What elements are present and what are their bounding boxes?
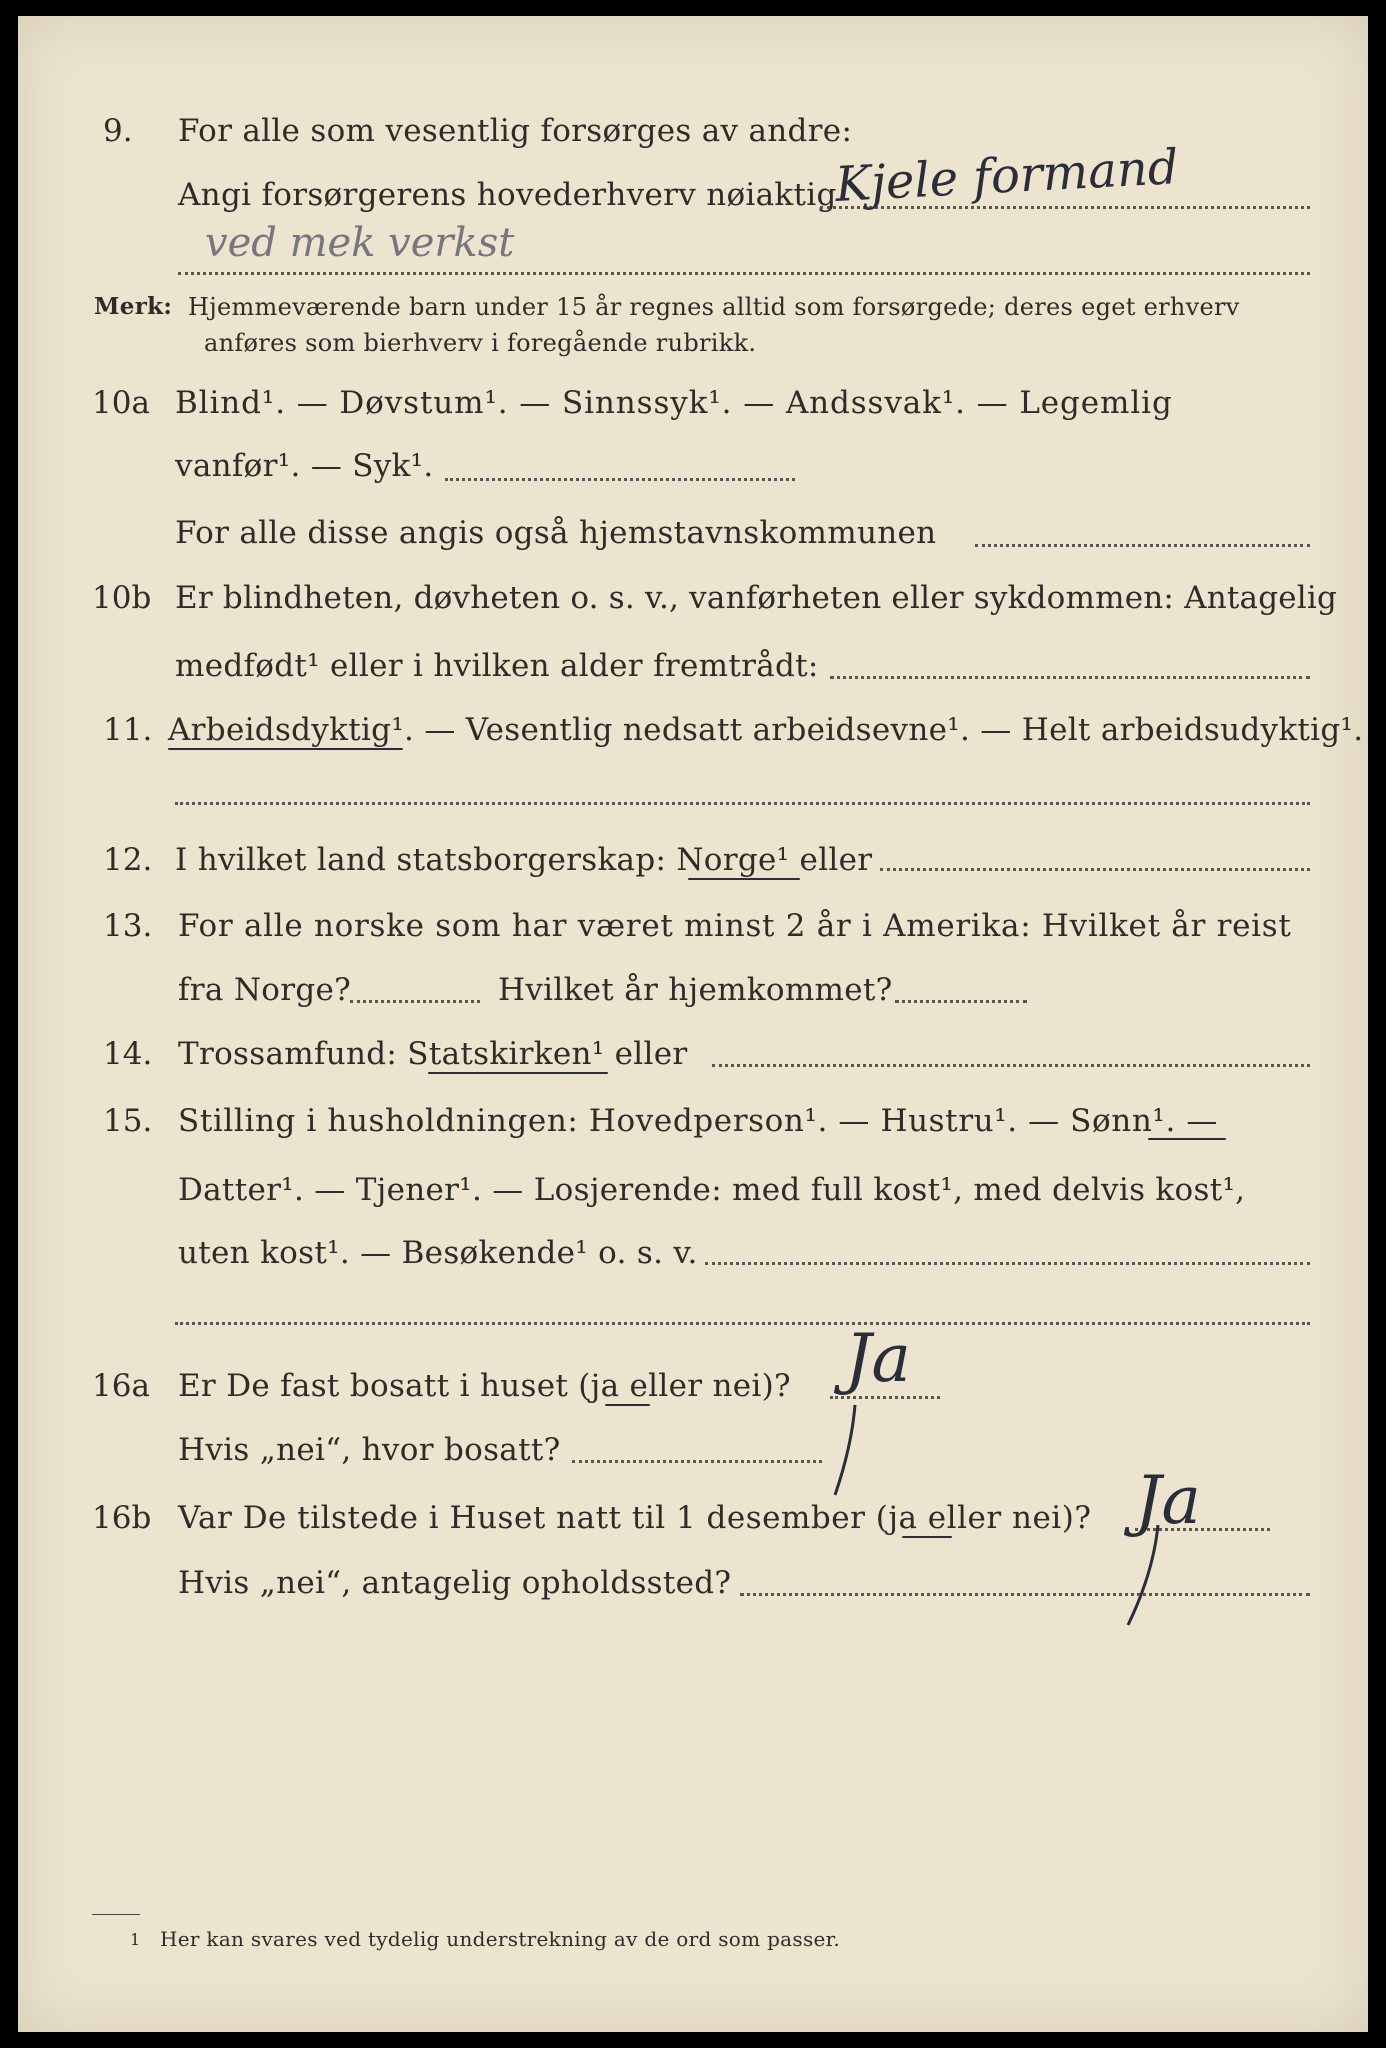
q10b-line-1: Er blindheten, døvheten o. s. v., vanførheten eller sykdommen: Antagelig xyxy=(175,580,1338,616)
q16b-line-2: Hvis „nei“, antagelig opholdssted? xyxy=(178,1565,732,1601)
q16a-underline-ja xyxy=(605,1404,650,1406)
q10a-answer-line xyxy=(445,478,795,481)
q11-line-1: Arbeidsdyktig¹. — Vesentlig nedsatt arbeidsevne¹. — Helt arbeidsudyktig¹. xyxy=(168,712,1364,748)
footnote-mark: 1 xyxy=(130,1930,141,1949)
q9-number: 9. xyxy=(103,113,133,149)
q15-number: 15. xyxy=(103,1103,153,1139)
q16b-underline-ja xyxy=(902,1536,952,1538)
q15-line-1: Stilling i husholdningen: Hovedperson¹. — Hustru¹. — Sønn¹. — xyxy=(178,1103,1218,1139)
q10a-number: 10a xyxy=(92,385,150,421)
q16a-dash-stroke xyxy=(825,1400,865,1500)
q10b-answer-line xyxy=(830,676,1310,679)
q15-answer-line-1 xyxy=(705,1262,1310,1265)
q11-number: 11. xyxy=(103,712,153,748)
footnote-text: Her kan svares ved tydelig understrekning av de ord som passer. xyxy=(160,1927,840,1951)
q15-answer-line-2 xyxy=(175,1322,1310,1325)
q10a-line-2: vanfør¹. — Syk¹. xyxy=(175,448,434,484)
q12-number: 12. xyxy=(103,842,153,878)
q15-underline-sonn xyxy=(1148,1138,1226,1140)
q16a-handwritten-answer[interactable]: Ja xyxy=(845,1320,911,1397)
q13-departure-label: fra Norge? xyxy=(178,972,352,1008)
q11-answer-line xyxy=(175,802,1310,805)
q14-number: 14. xyxy=(103,1036,153,1072)
q13-return-label: Hvilket år hjemkommet? xyxy=(498,972,893,1008)
q16b-dash-stroke xyxy=(1120,1520,1170,1630)
q10b-number: 10b xyxy=(92,580,152,616)
q16b-number: 16b xyxy=(92,1500,152,1536)
q13-departure-line xyxy=(350,1000,480,1003)
q14-line-1: Trossamfund: Statskirken¹ eller xyxy=(178,1036,688,1072)
merk-note-line-1: Hjemmeværende barn under 15 år regnes alltid som forsørgede; deres eget erhverv xyxy=(188,293,1240,321)
q10a-line-3: For alle disse angis også hjemstavnskommunen xyxy=(175,515,937,551)
q9-occupation-label: Angi forsørgerens hovederhverv nøiaktig xyxy=(178,177,837,213)
q13-number: 13. xyxy=(103,908,153,944)
q16a-number: 16a xyxy=(92,1368,150,1404)
q12-underline-norge xyxy=(688,878,800,880)
q13-line-1: For alle norske som har været minst 2 år i Amerika: Hvilket år reist xyxy=(178,908,1292,944)
q10a-line-1: Blind¹. — Døvstum¹. — Sinnssyk¹. — Andssvak¹. — Legemlig xyxy=(175,385,1173,421)
q9-handwritten-workplace[interactable]: ved mek verkst xyxy=(205,220,515,266)
q10b-line-2: medfødt¹ eller i hvilken alder fremtrådt: xyxy=(175,648,819,684)
merk-note-line-2: anføres som bierhverv i foregående rubrikk. xyxy=(204,329,757,357)
q16a-location-line xyxy=(572,1460,822,1463)
q16a-line-1: Er De fast bosatt i huset (ja eller nei)? xyxy=(178,1368,791,1404)
q16b-line-1: Var De tilstede i Huset natt til 1 desember (ja eller nei)? xyxy=(178,1500,1092,1536)
q9-question: For alle som vesentlig forsørges av andre: xyxy=(178,113,853,149)
q13-return-line xyxy=(895,1000,1027,1003)
q12-answer-line xyxy=(880,868,1310,871)
q11-underline-arbeidsdyktig xyxy=(168,748,403,750)
merk-label-text: Merk: xyxy=(94,293,173,320)
q16a-line-2: Hvis „nei“, hvor bosatt? xyxy=(178,1432,561,1468)
q16b-handwritten-answer[interactable]: Ja xyxy=(1135,1462,1201,1539)
q9-handwritten-occupation[interactable]: Kjele formand xyxy=(833,139,1180,213)
q14-answer-line xyxy=(712,1064,1310,1067)
q12-line-1: I hvilket land statsborgerskap: Norge¹ eller xyxy=(175,842,873,878)
q14-underline-statskirken xyxy=(428,1072,608,1074)
q9-answer-line-2 xyxy=(178,272,1310,275)
q15-line-2: Datter¹. — Tjener¹. — Losjerende: med full kost¹, med delvis kost¹, xyxy=(178,1172,1246,1208)
q16b-location-line xyxy=(740,1593,1310,1596)
q15-line-3: uten kost¹. — Besøkende¹ o. s. v. xyxy=(178,1235,698,1271)
footnote-rule xyxy=(92,1914,140,1915)
q10a-municipality-line xyxy=(975,544,1310,547)
